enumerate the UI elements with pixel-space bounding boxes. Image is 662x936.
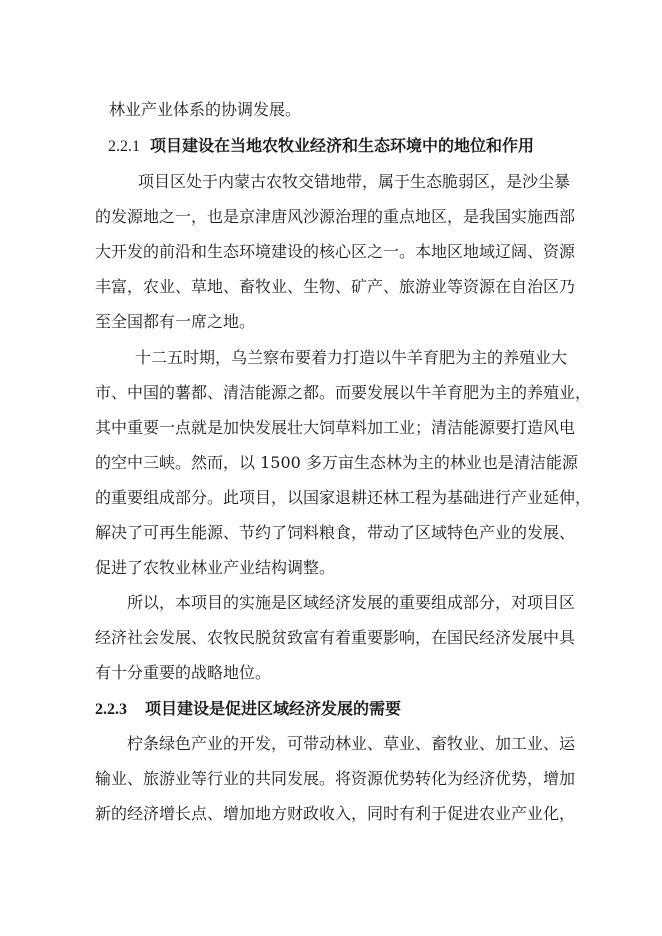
paragraph-line: 有十分重要的战略地位。 [95,663,272,682]
paragraph-line: 柠条绿色产业的开发，可带动林业、草业、畜牧业、加工业、运 [127,734,576,753]
paragraph-line: 促进了农牧业林业产业结构调整。 [95,558,336,577]
paragraph-line: 其中重要一点就是加快发展壮大饲草料加工业；清洁能源要打造风电 [95,418,576,437]
paragraph-line: 项目区处于内蒙古农牧交错地带，属于生态脆弱区，是沙尘暴 [138,172,571,191]
continuation-line: 林业产业体系的协调发展。 [109,100,302,119]
paragraph-line: 大开发的前沿和生态环境建设的核心区之一。本地区地域辽阔、资源 [95,242,576,261]
paragraph-line: 至全国都有一席之地。 [95,312,256,331]
paragraph-line: 输业、旅游业等行业的共同发展。将资源优势转化为经济优势，增加 [95,769,576,788]
paragraph-line: 解决了可再生能源、节约了饲料粮食，带动了区域特色产业的发展、 [95,523,576,542]
section-number: 2.2.1 [108,138,140,155]
section-title: 项目建设是促进区域经济发展的需要 [145,699,402,718]
paragraph-line: 丰富，农业、草地、畜牧业、生物、矿产、旅游业等资源在自治区乃 [95,277,576,296]
section-heading-2-2-3 [95,699,401,720]
paragraph-line: 的空中三峡。然而，以 1500 多万亩生态林为主的林业也是清洁能源 [95,453,578,472]
paragraph-line: 的重要组成部分。此项目，以国家退耕还林工程为基础进行产业延伸， [95,488,592,507]
paragraph-line: 十二五时期，乌兰察布要着力打造以牛羊育肥为主的养殖业大 [135,348,568,367]
paragraph-line: 经济社会发展、农牧民脱贫致富有着重要影响，在国民经济发展中具 [95,628,576,647]
section-title: 项目建设在当地农牧业经济和生态环境中的地位和作用 [150,136,535,155]
section-number: 2.2.3 [95,701,127,718]
paragraph-line: 的发源地之一，也是京津唐风沙源治理的重点地区，是我国实施西部 [95,207,576,226]
section-heading-2-2-1 [108,136,534,157]
paragraph-line: 新的经济增长点、增加地方财政收入，同时有利于促进农业产业化， [95,804,576,823]
paragraph-line: 所以，本项目的实施是区域经济发展的重要组成部分，对项目区 [127,593,576,612]
paragraph-line: 市、中国的薯都、清洁能源之都。而要发展以牛羊育肥为主的养殖业， [95,383,592,402]
